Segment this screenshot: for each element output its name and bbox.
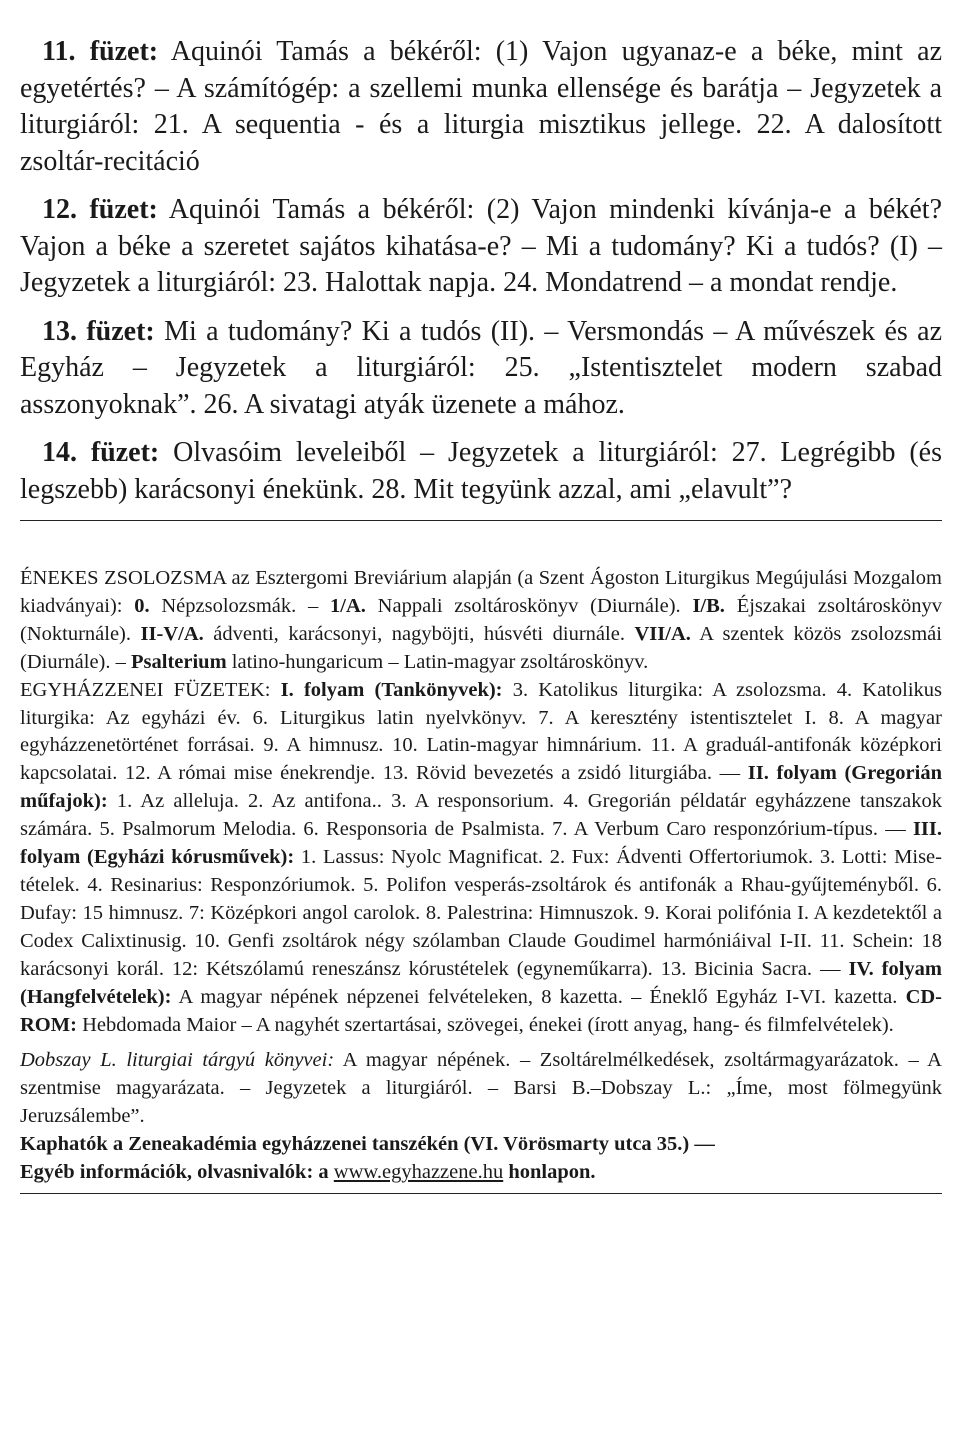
issue-number: 11. [42, 36, 76, 67]
catalog-text: A szentek közös zsolozsmái (Diurnále). – [20, 622, 942, 673]
issue-contents: Mi a tudomány? Ki a tudós (II). – Versmondás – A művészek és az Egyház – Jegyzetek a liturgiáról: 25. „Istentisztelet modern szabad asszonyoknak”. 26. A sivatagi atyák üzenete a mához. [20, 315, 942, 420]
page [20, 34, 942, 1194]
catalog-text: A magyar népének. – Zsoltárelmélkedések, zsoltármagyarázatok. – A szentmise magyarázata. – Jegyzetek a liturgiáról. – Barsi B.–Dobszay L.: „Íme, most fölmegyünk Jeruzsálembe”. [20, 1049, 942, 1128]
author-books-title: Dobszay L. liturgiai tárgyú könyvei: [20, 1049, 335, 1072]
catalog-text: latino-hungaricum – Latin-magyar zsoltároskönyv. [226, 650, 649, 673]
volume-code: II-V/A. [140, 622, 204, 645]
info-line [20, 1159, 942, 1187]
availability-line: Kaphatók a Zeneakadémia egyházzenei tanszékén (VI. Vörösmarty utca 35.) — [20, 1133, 715, 1156]
issue-list [20, 34, 942, 508]
volume-code: Psalterium [131, 650, 227, 673]
issue-label: füzet: [90, 437, 160, 468]
issue-label: füzet: [89, 194, 158, 225]
egyhazzenei-fuzetek [20, 677, 942, 1040]
issue-12 [20, 192, 942, 302]
catalog-text: 3. Katolikus liturgika: A zsolozsma. 4. Katolikus liturgika: Az egyházi év. 6. Liturgikus latin nyelvkönyv. 7. A keresztény istentisztelet I. 8. A magyar egyházzenetörténet forrásai. 9. A himnusz. 10. Latin-magyar himnárium. 11. A graduál-antifonák középkori kapcsolatai. 12. A római mise énekrendje. 13. Rövid bevezetés a zsidó liturgiába. — [20, 678, 942, 785]
issue-11 [20, 34, 942, 180]
catalog-text: 1. Lassus: Nyolc Magnificat. 2. Fux: Ádventi Offertoriumok. 3. Lotti: Mise-tételek. 4. Resinarius: Responzóriumok. 5. Polifon vesperás-zsoltárok és antifonák a Rhau-gyűjteményből. 6. Dufay: 15 himnusz. 7: Középkori angol carolok. 8. Palestrina: Himnuszok. 9. Korai polifónia I. A kezdetektől a Codex Calixtinusig. 10. Genfi zsoltárok négy szólamban Claude Goudimel harmóniáival I-II. 11. Schein: 18 karácsonyi korál. 12: Kétszólamú reneszánsz kórustételek (egyneműkarra). 13. Bicinia Sacra. — [20, 846, 942, 980]
issue-contents: Aquinói Tamás a békéről: (2) Vajon mindenki kívánja-e a békét? Vajon a béke a szeretet sajátos kihatása-e? – Mi a tudomány? Ki a tudós? (I) – Jegyzetek a liturgiáról: 23. Halottak napja. 24. Mondatrend – a mondat rendje. [20, 194, 942, 298]
catalog-text: Éjszakai zsoltároskönyv (Nokturnále). [20, 594, 943, 645]
series-heading: III. folyam (Egyházi kórusművek): [20, 818, 942, 869]
issue-contents: Aquinói Tamás a békéről: (1) Vajon ugyanaz-e a béke, mint az egyetértés? – A számítógép: a szellemi munka ellensége és barátja – Jegyzetek a liturgiáról: 21. A sequentia - és a liturgia misztikus jellege. 22. A dalosított zsoltár-recitáció [20, 36, 942, 177]
catalog-text: Népzsolozsmák. – [149, 594, 331, 617]
series-heading: IV. folyam (Hangfelvételek): [20, 957, 942, 1008]
volume-code: 1/A. [330, 594, 366, 617]
catalog-text: A magyar népének népzenei felvételeken, 8 kazetta. – Éneklő Egyház I-VI. kazetta. [171, 985, 906, 1008]
issue-contents: Olvasóim leveleiből – Jegyzetek a liturgiáról: 27. Legrégibb (és legszebb) karácsonyi énekünk. 28. Mit tegyünk azzal, ami „elavult”? [20, 437, 942, 505]
issue-label: füzet: [86, 315, 155, 347]
catalog-text: ÉNEKES ZSOLOZSMA az Esztergomi Breviárium alapján (a Szent Ágoston Liturgikus Megújulási Mozgalom kiadványai): [20, 567, 942, 617]
issue-13 [20, 314, 942, 424]
divider [20, 1193, 942, 1194]
catalog-text: ádventi, karácsonyi, nagyböjti, húsvéti diurnále. [203, 622, 635, 645]
volume-code: 0. [134, 594, 150, 617]
issue-number: 12. [42, 194, 77, 225]
issue-14 [20, 435, 942, 508]
publication-catalog [20, 565, 942, 1187]
series-heading: II. folyam (Gregorián műfajok): [20, 762, 942, 813]
catalog-text: Nappali zsoltároskönyv (Diurnále). [365, 594, 693, 617]
issue-label: füzet: [89, 36, 159, 67]
series-heading: CD-ROM: [20, 985, 942, 1036]
catalog-text: 1. Az alleluja. 2. Az antifona.. 3. A responsorium. 4. Gregorián példatár egyházzene tanszakok számára. 5. Psalmorum Melodia. 6. Responsoria de Psalmista. 7. A Verbum Caro responzórium-típus. — [20, 790, 942, 841]
issue-number: 14. [42, 437, 77, 468]
divider [20, 520, 942, 521]
volume-code: VII/A. [634, 622, 691, 645]
catalog-text: Hebdomada Maior – A nagyhét szertartásai, szövegei, énekei (írott anyag, hang- és filmfelvételek). [76, 1013, 894, 1036]
catalog-text: honlapon. [503, 1161, 596, 1184]
series-heading: I. folyam (Tankönyvek): [280, 678, 503, 701]
website-link[interactable]: www.egyhazzene.hu [333, 1161, 504, 1184]
volume-code: I/B. [692, 594, 725, 617]
enekes-zsolozsma [20, 565, 942, 677]
issue-number: 13. [42, 315, 77, 347]
author-books [20, 1047, 942, 1131]
catalog-text: EGYHÁZZENEI FÜZETEK: [20, 678, 281, 701]
catalog-text: Egyéb információk, olvasnivalók: a [20, 1161, 334, 1184]
